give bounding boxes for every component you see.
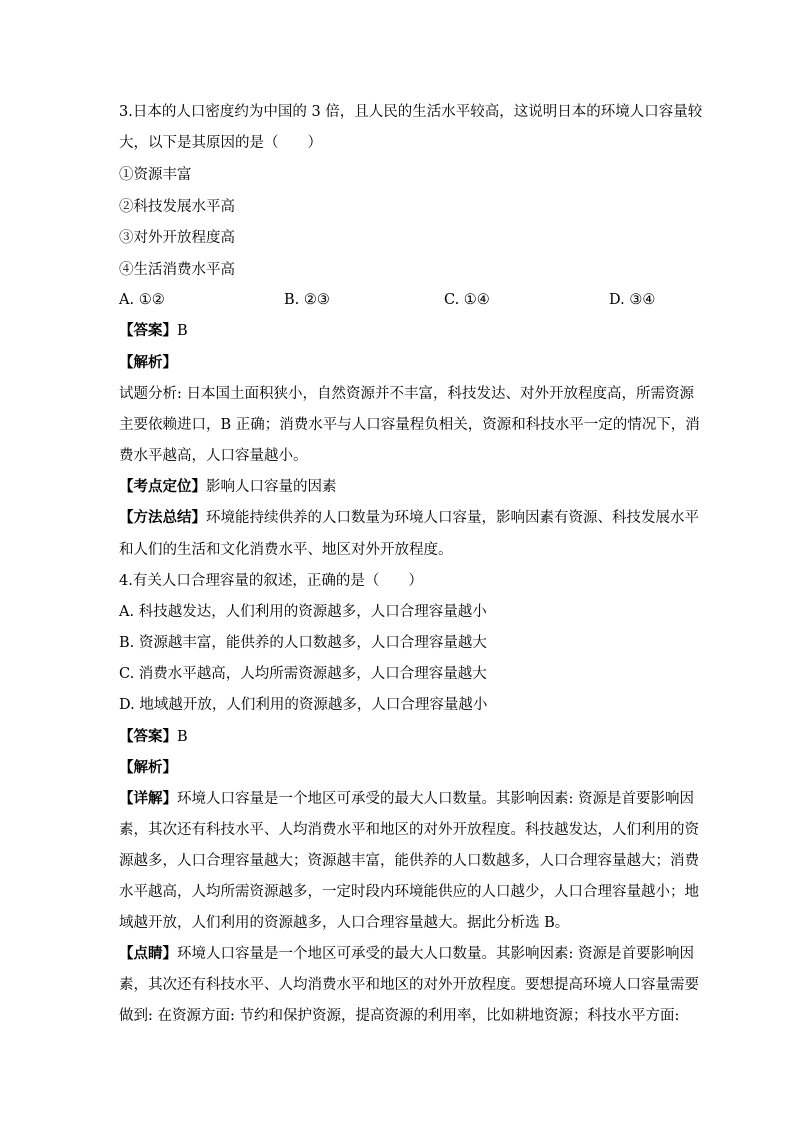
q3-stem-line1: 3.日本的人口密度约为中国的 3 倍，且人民的生活水平较高，这说明日本的环境人口容量较 <box>119 104 703 120</box>
q4-answer <box>119 727 679 747</box>
q4-analysis-tag: 【解析】 <box>119 759 177 776</box>
q4-option-b: B. 资源越丰富，能供养的人口数越多，人口合理容量越大 <box>119 635 487 651</box>
dianjing-tag: 【点睛】 <box>119 945 177 962</box>
q4-detail-line2: 素，其次还有科技水平、人均消费水平和地区的对外开放程度。科技越发达，人们利用的资 <box>119 822 699 838</box>
detail-text: 环境人口容量是一个地区可承受的最大人口数量。其影响因素: 资源是首要影响因 <box>177 791 694 807</box>
kaodian-text: 影响人口容量的因素 <box>206 479 337 495</box>
q3-answer <box>119 321 679 341</box>
q4-stem: 4.有关人口合理容量的叙述，正确的是（ ） <box>119 573 423 589</box>
method-tag: 【方法总结】 <box>119 509 206 526</box>
q3-option-b: B. ②③ <box>284 292 330 308</box>
q3-kaodian <box>119 477 679 497</box>
q4-detail-line5: 域越开放，人们利用的资源越多，人口合理容量越大。据此分析选 B。 <box>119 915 570 931</box>
q3-item-4: ④生活消费水平高 <box>119 262 235 278</box>
answer-tag: 【答案】 <box>119 322 177 339</box>
q3-analysis-tag: 【解析】 <box>119 354 177 371</box>
method-text: 环境能持续供养的人口数量为环境人口容量，影响因素有资源、科技发展水平 <box>206 510 699 526</box>
q4-dianjing-line1 <box>119 944 694 964</box>
q4-dianjing-line3: 做到: 在资源方面: 节约和保护资源，提高资源的利用率，比如耕地资源；科技水平方面: <box>119 1008 680 1024</box>
q4-dianjing-line2: 素，其次还有科技水平、人均消费水平和地区的对外开放程度。要想提高环境人口容量需要 <box>119 977 699 993</box>
q3-analysis-line1: 试题分析: 日本国土面积狭小，自然资源并不丰富，科技发达、对外开放程度高，所需资源 <box>119 386 694 402</box>
q3-analysis-line2: 主要依赖进口，B 正确；消费水平与人口容量程负相关，资源和科技水平一定的情况下，消 <box>119 417 700 433</box>
answer-value: B <box>177 323 188 339</box>
q4-option-c: C. 消费水平越高，人均所需资源越多，人口合理容量越大 <box>119 666 487 682</box>
q3-item-1: ①资源丰富 <box>119 167 192 183</box>
answer-tag: 【答案】 <box>119 728 177 745</box>
q3-option-c: C. ①④ <box>444 292 490 308</box>
q3-analysis-line3: 费水平越高，人口容量越小。 <box>119 448 308 464</box>
detail-tag: 【详解】 <box>119 790 177 807</box>
dianjing-text: 环境人口容量是一个地区可承受的最大人口数量。其影响因素: 资源是首要影响因 <box>177 946 694 962</box>
q4-detail-line4: 水平越高，人均所需资源越多，一定时段内环境能供应的人口越少，人口合理容量越小；地 <box>119 884 699 900</box>
q3-option-d: D. ③④ <box>609 292 656 308</box>
q3-stem-line2: 大，以下是其原因的是（ ） <box>119 135 322 151</box>
q4-detail-line1 <box>119 789 694 809</box>
answer-value: B <box>177 729 188 745</box>
q3-item-3: ③对外开放程度高 <box>119 230 235 246</box>
q3-item-2: ②科技发展水平高 <box>119 199 235 215</box>
q3-method-line2: 和人们的生活和文化消费水平、地区对外开放程度。 <box>119 542 453 558</box>
q3-option-a: A. ①② <box>119 292 165 308</box>
q3-method-line1 <box>119 508 699 528</box>
kaodian-tag: 【考点定位】 <box>119 478 206 495</box>
q4-option-a: A. 科技越发达，人们利用的资源越多，人口合理容量越小 <box>119 604 487 620</box>
q4-option-d: D. 地域越开放，人们利用的资源越多，人口合理容量越小 <box>119 697 488 713</box>
q4-detail-line3: 源越多，人口合理容量越大；资源越丰富，能供养的人口数越多，人口合理容量越大；消费 <box>119 853 699 869</box>
